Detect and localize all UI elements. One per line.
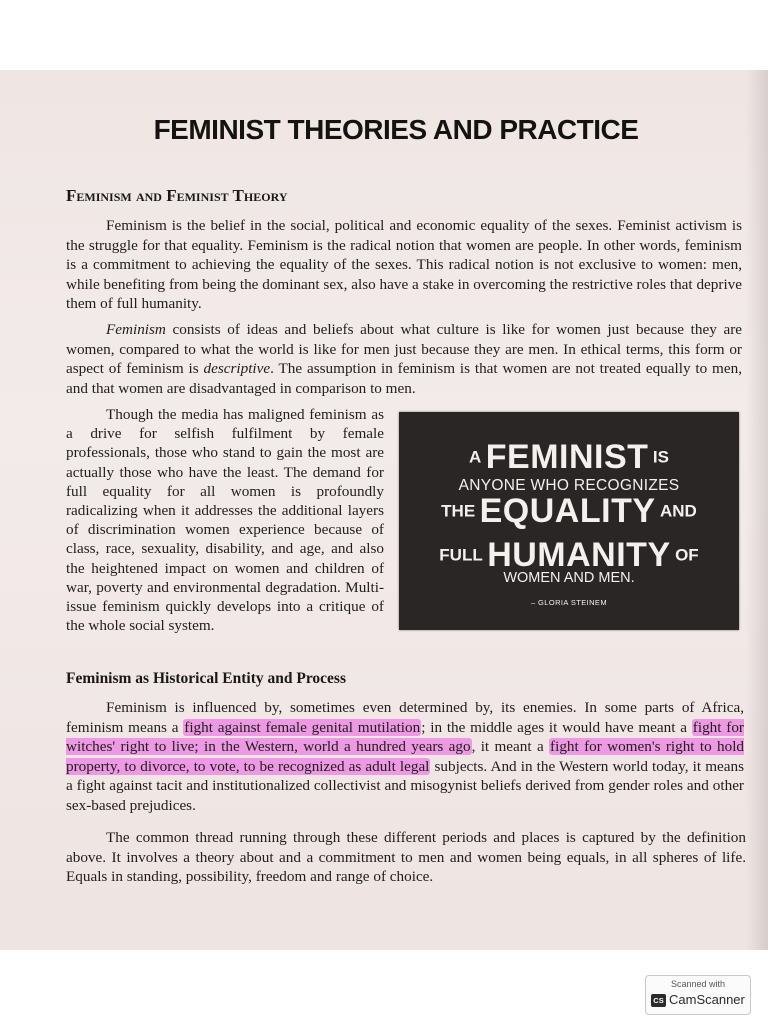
document-title: FEMINIST THEORIES AND PRACTICE [153,114,639,145]
badge-caption: Scanned with [670,979,726,989]
italic-term-feminism: Feminism [106,321,166,338]
highlight-property: fight for women's right to hold property, to divorce, to vote, to be recognized as adult legal [66,738,745,775]
quote-attribution: – GLORIA STEINEM [530,598,607,607]
paragraph-definition: Feminism is the belief in the social, political and economic equality of the sexes. Feminist activism is the struggle for that equality. Feminism is the radical notion that women are people. In other words, feminism is a commitment to achieving the equality of the sexes. This radical notion is not exclusive to women: men, while benefiting from being the dominant sex, also have a stake in overcoming the restrictive roles that deprive them of full humanity. [66,217,742,312]
highlight-mutilation: fight against female genital mutilation [184,718,421,736]
page-edge-shadow [746,70,768,950]
quote-line-3: THE EQUALITY AND [441,492,697,530]
paragraph-common-thread: The common thread running through these different periods and places is captured by the definition above. It involves a theory about and a commitment to men and women being equals, in all spheres of life. Equals in standing, possibility, freedom and range of choice. [66,829,746,885]
quote-line-4: FULL HUMANITY OF [439,536,699,574]
paragraph-feminism-ideas: Feminism consists of ideas and beliefs about what culture is like for women just because they are women, compared to what the world is like for men just because they are men. In ethical terms, this form or aspect of feminism is descriptive. The assumption in feminism is that women are not treated equally to men, and that women are disadvantaged in comparison to men. [66,321,742,397]
highlight-witches: fight for witches' right to live; in the Western, world a hundred years ago [66,718,744,755]
badge-name: CamScanner [669,992,745,1007]
quote-line-2: ANYONE WHO RECOGNIZES [458,477,680,494]
scanned-page [0,70,768,950]
section-heading-feminism-theory: Feminism and Feminist Theory [66,186,288,205]
paragraph-historical: Feminism is influenced by, sometimes even determined by, its enemies. In some parts of Africa, feminism means a fight against female genital mutilation; in the middle ages it would have meant a fight for witches' right to live; in the Western, world a hundred years ago, it meant a fight for women's right to hold property, to divorce, to vote, to be recognized as adult legal subjects. And in the Western world today, it means a fight against tacit and institutionalized collectivist and misogynist beliefs derived from gender roles and other sex-based prejudices. [66,699,745,814]
quote-line-5: WOMEN AND MEN. [503,570,635,586]
section-heading-historical: Feminism as Historical Entity and Process [66,670,346,687]
quote-line-1: A FEMINIST IS [469,438,669,476]
camscanner-badge [645,975,751,1015]
paragraph-media: Though the media has maligned feminism as a drive for selfish fulfilment by female professionals, those who stand to gain the most are actually those who have the least. The demand for full equality for all women is profoundly radicalizing when it addresses the additional layers of discrimination women experience because of class, race, sexuality, disability, and age, and also the heightened impact on women and children of war, poverty and environmental degradation. Multi-issue feminism quickly develops into a critique of the whole social system. [66,406,384,635]
italic-term-descriptive: descriptive [203,360,271,377]
camscanner-logo-icon: CS [651,994,666,1007]
quote-image [399,412,739,630]
